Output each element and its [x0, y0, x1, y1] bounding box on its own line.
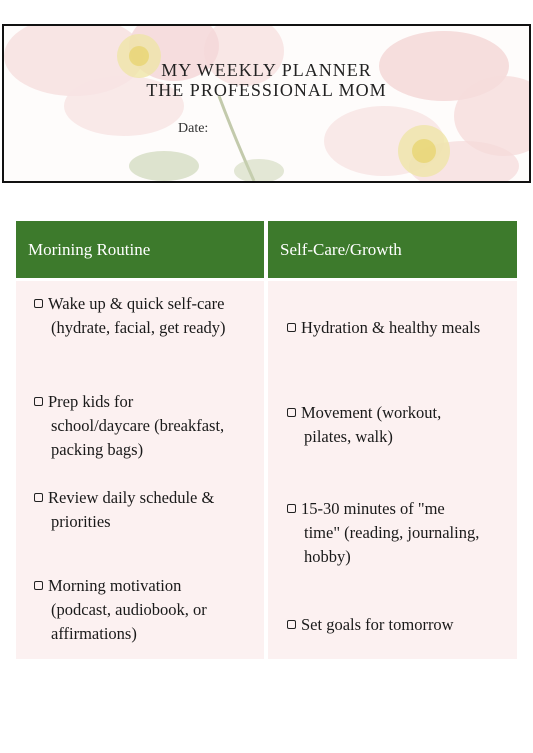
list-item: Review daily schedule & priorities — [34, 486, 214, 534]
checkbox-icon[interactable] — [287, 620, 296, 629]
morning-routine-heading: Morining Routine — [16, 221, 264, 278]
checkbox-icon[interactable] — [34, 299, 43, 308]
checkbox-icon[interactable] — [34, 397, 43, 406]
list-item: Hydration & healthy meals — [287, 316, 480, 340]
date-label: Date: — [178, 121, 209, 136]
checkbox-icon[interactable] — [287, 504, 296, 513]
list-item: Wake up & quick self-care (hydrate, facial, get ready) — [34, 292, 226, 340]
checkbox-icon[interactable] — [287, 408, 296, 417]
list-item: 15-30 minutes of "me time" (reading, journaling, hobby) — [287, 497, 479, 569]
checkbox-icon[interactable] — [34, 493, 43, 502]
list-item: Movement (workout, pilates, walk) — [287, 401, 441, 449]
list-item: Morning motivation (podcast, audiobook, or affirmations) — [34, 574, 207, 646]
checkbox-icon[interactable] — [34, 581, 43, 590]
checkbox-icon[interactable] — [287, 323, 296, 332]
floral-background-image — [4, 26, 529, 181]
planner-header — [2, 24, 531, 183]
self-care-heading: Self-Care/Growth — [268, 221, 517, 278]
list-item: Prep kids for school/daycare (breakfast, packing bags) — [34, 390, 224, 462]
planner-subtitle: THE PROFESSIONAL MOM — [146, 80, 387, 100]
planner-title: MY WEEKLY PLANNER — [161, 60, 372, 80]
list-item: Set goals for tomorrow — [287, 613, 454, 637]
